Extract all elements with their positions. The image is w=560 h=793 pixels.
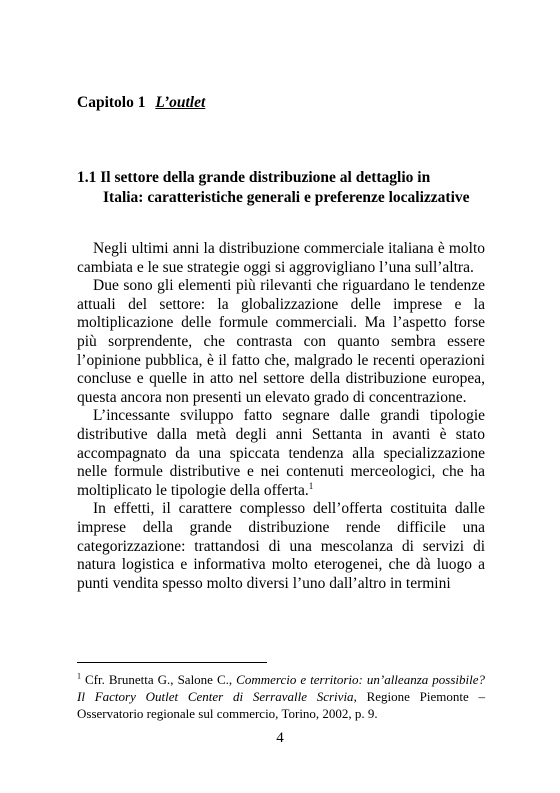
body-text bbox=[77, 240, 485, 593]
paragraph-text: In effetti, il carattere complesso dell’offerta costituita dalle imprese della grande distribuzione rende difficile una categorizzazione: trattandosi di una mescolanza di servizi di natura logistica e informativa molto eterogenei, che dà luogo a punti vendita spesso molto diversi l’uno dall’altro in termini bbox=[77, 500, 485, 592]
footnote-prefix: Cfr. Brunetta G., Salone C., bbox=[85, 672, 237, 687]
chapter-title: L’outlet bbox=[155, 94, 206, 111]
section-heading bbox=[77, 168, 497, 208]
footnote-separator bbox=[77, 662, 267, 663]
section-heading-line2: Italia: caratteristiche generali e preferenze localizzative bbox=[103, 189, 470, 206]
chapter-number: Capitolo 1 bbox=[77, 94, 146, 111]
paragraph bbox=[77, 240, 485, 277]
page-number: 4 bbox=[276, 730, 284, 746]
footnote-suffix: , Regione Piemonte – Osservatorio regionale sul commercio, Torino, 2002, p. 9. bbox=[77, 689, 485, 721]
footnote bbox=[77, 671, 485, 722]
paragraph-text: Due sono gli elementi più rilevanti che riguardano le tendenze attuali del settore: la globalizzazione delle imprese e la moltiplicazione delle formule commerciali. Ma l’aspetto forse più sorprendente, che contrasta con quanto sembra essere l’opinione pubblica, è il fatto che, malgrado le recenti operazioni concluse e quelle in atto nel settore della distribuzione europea, questa ancora non presenti un elevato grado di concentrazione. bbox=[77, 277, 485, 406]
section-heading-line1: 1.1 Il settore della grande distribuzione al dettaglio in bbox=[77, 169, 431, 186]
footnote-marker: 1 bbox=[77, 671, 81, 681]
paragraph-text: Negli ultimi anni la distribuzione commerciale italiana è molto cambiata e le sue strategie oggi si aggrovigliano l’una sull’altra. bbox=[77, 240, 485, 276]
footnote-title: Commercio e territorio: un’alleanza possibile? Il Factory Outlet Center di Serravalle Scrivia bbox=[77, 672, 485, 704]
paragraph bbox=[77, 277, 485, 407]
paragraph bbox=[77, 407, 485, 500]
chapter-heading bbox=[77, 94, 205, 112]
paragraph-text: L’incessante sviluppo fatto segnare dalle grandi tipologie distributive dalla metà degli anni Settanta in avanti è stato accompagnato da una spiccata tendenza alla specializzazione nelle formule distributive e nei contenuti merceologici, che ha moltiplicato le tipologie della offerta. bbox=[77, 407, 485, 499]
footnote-reference[interactable]: 1 bbox=[308, 480, 314, 491]
paragraph bbox=[77, 500, 485, 593]
